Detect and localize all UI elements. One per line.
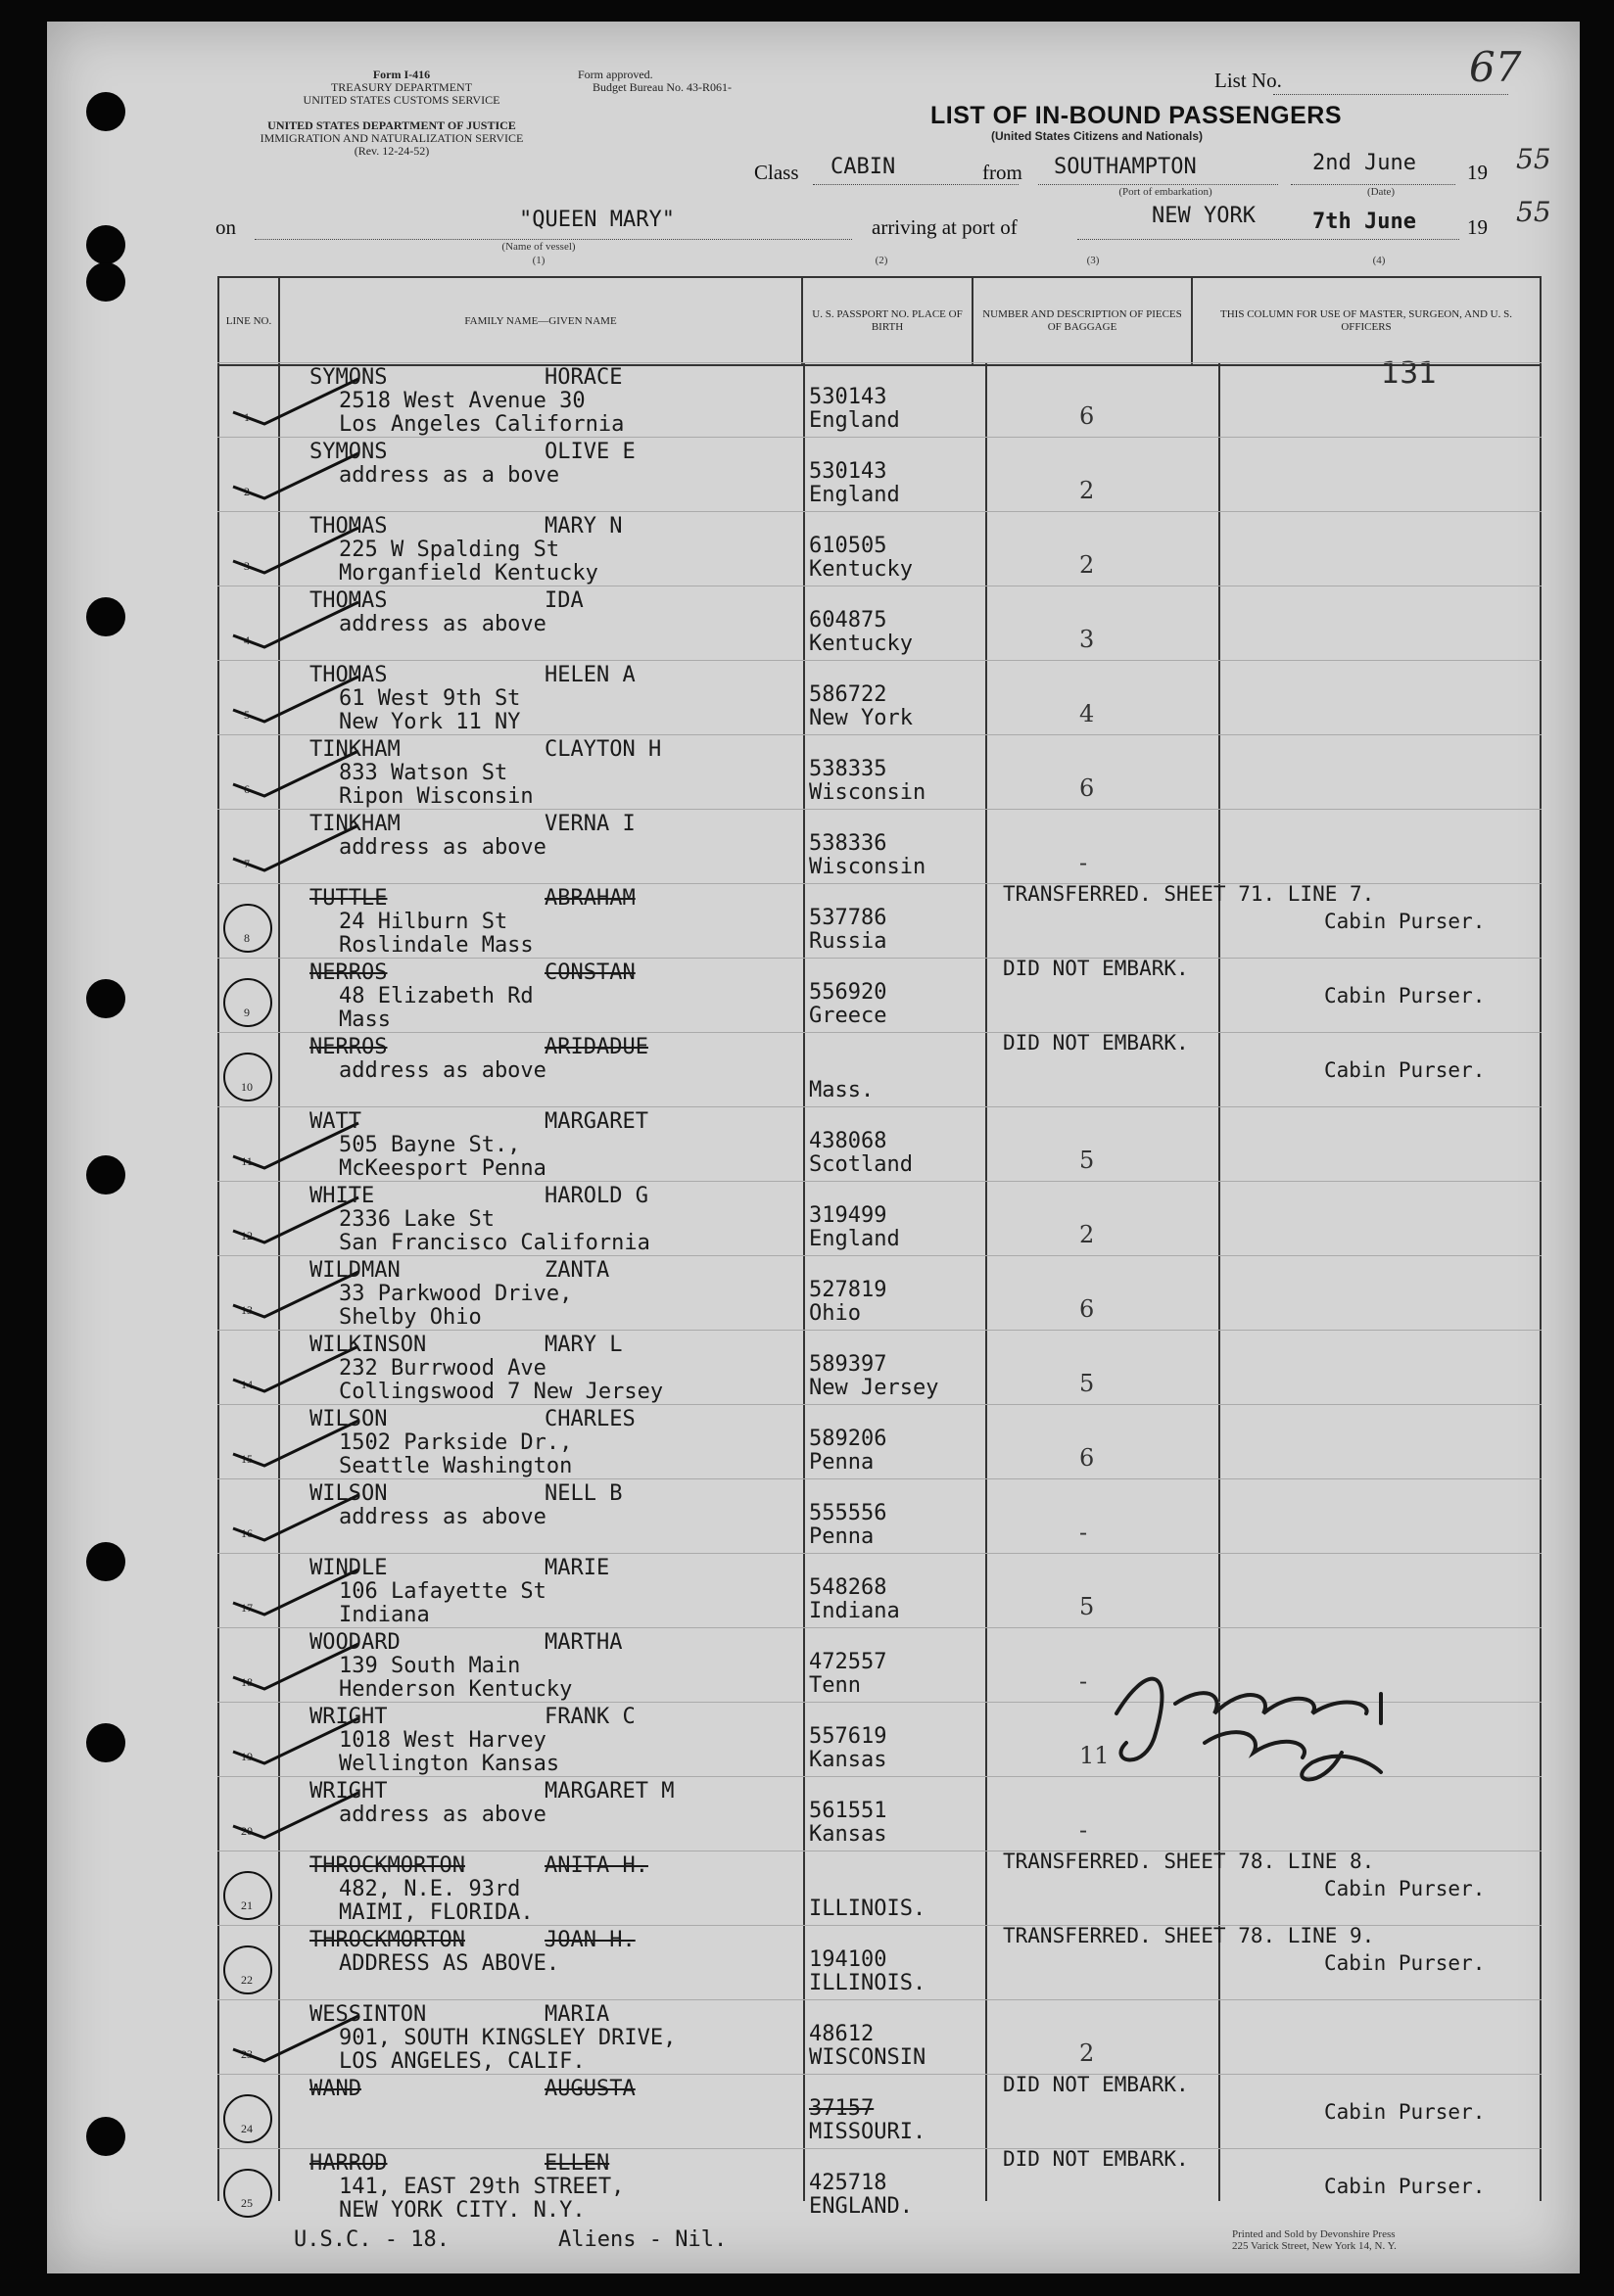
list-no-label: List No. <box>1214 69 1282 92</box>
col3-caption: (3) <box>1086 255 1100 266</box>
officer-signature <box>1087 1655 1498 1802</box>
place-of-birth: Greece <box>809 1004 887 1028</box>
given-name: ANITA H. <box>545 1853 648 1878</box>
line-circle-mark <box>223 1945 272 1994</box>
dept-ins: IMMIGRATION AND NATURALIZATION SERVICE <box>260 131 524 145</box>
family-name: THROCKMORTON <box>309 1928 465 1952</box>
table-row <box>217 2148 1542 2224</box>
address-line-1: 225 W Spalding St <box>339 538 560 562</box>
given-name: CHARLES <box>545 1407 636 1431</box>
given-name: ARIDADUE <box>545 1035 648 1059</box>
table-row <box>217 883 1542 959</box>
line-number: 7 <box>244 857 250 870</box>
line-number: 3 <box>244 559 250 573</box>
place-of-birth: ILLINOIS. <box>809 1897 926 1921</box>
line-number: 12 <box>241 1229 253 1242</box>
form-approved: Form approved. <box>578 68 653 81</box>
year-prefix: 19 <box>1467 161 1488 184</box>
passport-number: 530143 <box>809 385 887 409</box>
address-line-2: San Francisco California <box>339 1231 650 1255</box>
family-name: WINDLE <box>309 1556 388 1580</box>
arrival-year: 55 <box>1516 196 1551 228</box>
family-name: NERROS <box>309 961 388 985</box>
address-line-1: 33 Parkwood Drive, <box>339 1282 573 1306</box>
form-number: Form I-416 <box>372 68 431 81</box>
family-name: WILSON <box>309 1481 388 1506</box>
given-name: MARIA <box>545 2002 610 2027</box>
passport-number: 548268 <box>809 1575 887 1600</box>
address-line-2: NEW YORK CITY. N.Y. <box>339 2198 586 2223</box>
passport-number: 425718 <box>809 2171 887 2195</box>
table-row <box>217 1999 1542 2075</box>
aliens-note: Aliens - Nil. <box>558 2227 728 2252</box>
passport-number: 537786 <box>809 906 887 930</box>
page-title: LIST OF IN-BOUND PASSENGERS <box>930 102 1343 129</box>
address-line-1: 482, N.E. 93rd <box>339 1877 521 1901</box>
col-baggage: NUMBER AND DESCRIPTION OF PIECES OF BAGGAGE <box>973 277 1192 365</box>
passport-number: 586722 <box>809 682 887 707</box>
table-row <box>217 1106 1542 1182</box>
passport-number: 555556 <box>809 1501 887 1525</box>
baggage-count: 2 <box>1079 1221 1095 1248</box>
baggage-count: - <box>1079 849 1088 876</box>
line-number: 19 <box>241 1750 253 1763</box>
family-name: HARROD <box>309 2151 388 2176</box>
address-line-2: MAIMI, FLORIDA. <box>339 1900 534 1925</box>
table-row <box>217 958 1542 1033</box>
line-number: 18 <box>241 1675 253 1689</box>
passport-number: 319499 <box>809 1203 887 1228</box>
family-name: WRIGHT <box>309 1705 388 1729</box>
status-note: DID NOT EMBARK. <box>1003 2147 1189 2171</box>
line-number: 17 <box>241 1601 253 1615</box>
line-number: 2 <box>244 485 250 498</box>
baggage-count: 2 <box>1079 551 1095 579</box>
place-of-birth: ENGLAND. <box>809 2194 913 2219</box>
arriving-label: arriving at port of <box>872 215 1018 239</box>
address-line-1: 505 Bayne St., <box>339 1133 521 1157</box>
line-number: 11 <box>241 1154 253 1168</box>
place-of-birth: Penna <box>809 1450 875 1475</box>
given-name: MARTHA <box>545 1630 623 1655</box>
given-name: ABRAHAM <box>545 886 636 911</box>
address-line-1: address as above <box>339 1803 546 1827</box>
place-of-birth: Indiana <box>809 1599 900 1623</box>
given-name: ELLEN <box>545 2151 610 2176</box>
address-line-1: 106 Lafayette St <box>339 1579 546 1604</box>
given-name: FRANK C <box>545 1705 636 1729</box>
col-passport: U. S. PASSPORT NO. PLACE OF BIRTH <box>802 277 973 365</box>
passport-number: 589397 <box>809 1352 887 1377</box>
family-name: THOMAS <box>309 588 388 613</box>
address-line-1: 139 South Main <box>339 1654 521 1678</box>
family-name: TUTTLE <box>309 886 388 911</box>
address-line-2: Seattle Washington <box>339 1454 573 1478</box>
passport-number: 610505 <box>809 534 887 558</box>
list-no-line <box>1273 94 1508 95</box>
given-name: JOAN H. <box>545 1928 636 1952</box>
given-name: OLIVE E <box>545 440 636 464</box>
address-line-2: Roslindale Mass <box>339 933 534 958</box>
line-number: 4 <box>244 633 250 647</box>
list-number: 67 <box>1469 43 1522 91</box>
line-circle-mark <box>223 1053 272 1101</box>
address-line-1: 24 Hilburn St <box>339 910 508 934</box>
dept-justice: UNITED STATES DEPARTMENT OF JUSTICE <box>267 118 516 132</box>
line-number: 10 <box>241 1080 253 1094</box>
revision: (Rev. 12-24-52) <box>354 144 430 158</box>
place-of-birth: Wisconsin <box>809 855 926 879</box>
passport-number: 604875 <box>809 608 887 633</box>
col2-caption: (2) <box>875 255 888 266</box>
col-officers: THIS COLUMN FOR USE OF MASTER, SURGEON, AND U. S. OFFICERS <box>1192 277 1541 365</box>
table-row <box>217 809 1542 884</box>
address-line-1: 901, SOUTH KINGSLEY DRIVE, <box>339 2026 677 2050</box>
purser-note: Cabin Purser. <box>1324 1058 1486 1082</box>
address-line-1: ADDRESS AS ABOVE. <box>339 1951 560 1976</box>
given-name: ZANTA <box>545 1258 610 1283</box>
place-of-birth: MISSOURI. <box>809 2120 926 2144</box>
port-of-embarkation: SOUTHAMPTON <box>1054 155 1197 179</box>
address-line-1: address as above <box>339 835 546 860</box>
family-name: TINKHAM <box>309 737 401 762</box>
status-note: DID NOT EMBARK. <box>1003 957 1189 980</box>
line-number: 16 <box>241 1526 253 1540</box>
place-of-birth: Tenn <box>809 1673 861 1698</box>
place-of-birth: Kentucky <box>809 557 913 582</box>
family-name: SYMONS <box>309 365 388 390</box>
officer-count: 131 <box>1381 356 1438 391</box>
baggage-count: 4 <box>1079 700 1095 727</box>
table-row <box>217 1330 1542 1405</box>
place-of-birth: WISCONSIN <box>809 2045 926 2070</box>
line-number: 1 <box>244 410 250 424</box>
place-of-birth: New York <box>809 706 913 730</box>
address-line-1: 2518 West Avenue 30 <box>339 389 586 413</box>
address-line-1: 1018 West Harvey <box>339 1728 546 1753</box>
baggage-count: - <box>1079 1519 1088 1546</box>
binder-hole <box>86 597 125 636</box>
class-label: Class <box>754 161 799 184</box>
line-number: 24 <box>241 2122 253 2135</box>
place-of-birth: England <box>809 1227 900 1251</box>
address-line-2: LOS ANGELES, CALIF. <box>339 2049 586 2074</box>
dept-customs: UNITED STATES CUSTOMS SERVICE <box>303 93 500 107</box>
table-row <box>217 362 1542 438</box>
passport-number: 438068 <box>809 1129 887 1153</box>
place-of-birth: Kansas <box>809 1822 887 1847</box>
purser-note: Cabin Purser. <box>1324 1951 1486 1975</box>
address-line-1: address as above <box>339 1505 546 1529</box>
line-circle-mark <box>223 904 272 953</box>
address-line-1: 833 Watson St <box>339 761 508 785</box>
baggage-count: 5 <box>1079 1593 1095 1620</box>
family-name: WOODARD <box>309 1630 401 1655</box>
address-line-1: 48 Elizabeth Rd <box>339 984 534 1008</box>
table-row <box>217 2074 1542 2149</box>
table-row <box>217 1851 1542 1926</box>
family-name: WILSON <box>309 1407 388 1431</box>
line-circle-mark <box>223 1871 272 1920</box>
family-name: WRIGHT <box>309 1779 388 1804</box>
table-row <box>217 511 1542 586</box>
baggage-count: 6 <box>1079 402 1095 430</box>
family-name: THOMAS <box>309 514 388 539</box>
table-row <box>217 1553 1542 1628</box>
address-line-2: Ripon Wisconsin <box>339 784 534 809</box>
purser-note: Cabin Purser. <box>1324 1877 1486 1900</box>
date-caption: (Date) <box>1366 186 1396 198</box>
vessel-name: "QUEEN MARY" <box>519 208 675 232</box>
line-number: 14 <box>241 1378 253 1391</box>
manifest-table-header <box>217 276 1542 366</box>
place-of-birth: England <box>809 408 900 433</box>
arrive-year-prefix: 19 <box>1467 215 1488 239</box>
family-name: NERROS <box>309 1035 388 1059</box>
passport-number: 472557 <box>809 1650 887 1674</box>
baggage-count: 6 <box>1079 774 1095 802</box>
usc-note: U.S.C. - 18. <box>294 2227 450 2252</box>
status-note: TRANSFERRED. SHEET 78. LINE 8. <box>1003 1850 1375 1873</box>
line-number: 25 <box>241 2196 253 2210</box>
page-subtitle: (United States Citizens and Nationals) <box>991 129 1204 143</box>
purser-note: Cabin Purser. <box>1324 910 1486 933</box>
passport-number: 527819 <box>809 1278 887 1302</box>
baggage-count: 2 <box>1079 2039 1095 2067</box>
line-circle-mark <box>223 2094 272 2143</box>
class-value: CABIN <box>831 155 896 179</box>
family-name: SYMONS <box>309 440 388 464</box>
line-number: 21 <box>241 1898 253 1912</box>
arrive-line <box>1077 239 1459 240</box>
vessel-line <box>255 239 852 240</box>
printer-note-2: 225 Varick Street, New York 14, N. Y. <box>1232 2240 1397 2252</box>
table-row <box>217 1255 1542 1331</box>
baggage-count: 6 <box>1079 1444 1095 1472</box>
date-line <box>1291 184 1455 185</box>
baggage-count: 5 <box>1079 1370 1095 1397</box>
line-circle-mark <box>223 978 272 1027</box>
baggage-count: - <box>1079 1816 1088 1844</box>
family-name: WESSINTON <box>309 2002 427 2027</box>
printer-note-1: Printed and Sold by Devonshire Press <box>1232 2228 1396 2240</box>
passport-number: 538335 <box>809 757 887 781</box>
baggage-count: 6 <box>1079 1295 1095 1323</box>
vessel-caption: (Name of vessel) <box>501 241 576 253</box>
table-row <box>217 1404 1542 1479</box>
given-name: CLAYTON H <box>545 737 662 762</box>
status-note: TRANSFERRED. SHEET 78. LINE 9. <box>1003 1924 1375 1947</box>
address-line-1: 141, EAST 29th STREET, <box>339 2175 625 2199</box>
status-note: DID NOT EMBARK. <box>1003 1031 1189 1054</box>
given-name: IDA <box>545 588 584 613</box>
binder-hole <box>86 225 125 264</box>
status-note: TRANSFERRED. SHEET 71. LINE 7. <box>1003 882 1375 906</box>
table-row <box>217 1032 1542 1107</box>
col-line-no: LINE NO. <box>218 277 279 365</box>
address-line-1: 232 Burrwood Ave <box>339 1356 546 1381</box>
passport-number: 556920 <box>809 980 887 1005</box>
table-row <box>217 437 1542 512</box>
purser-note: Cabin Purser. <box>1324 2100 1486 2124</box>
place-of-birth: Scotland <box>809 1152 913 1177</box>
passport-number: 538336 <box>809 831 887 856</box>
baggage-count: 2 <box>1079 477 1095 504</box>
status-note: DID NOT EMBARK. <box>1003 2073 1189 2096</box>
line-number: 8 <box>244 931 250 945</box>
address-line-1: 2336 Lake St <box>339 1207 495 1232</box>
binder-hole <box>86 262 125 302</box>
purser-note: Cabin Purser. <box>1324 984 1486 1007</box>
line-number: 20 <box>241 1824 253 1838</box>
address-line-2: Los Angeles California <box>339 412 625 437</box>
binder-hole <box>86 92 125 131</box>
binder-hole <box>86 1542 125 1581</box>
given-name: VERNA I <box>545 812 636 836</box>
given-name: HELEN A <box>545 663 636 687</box>
baggage-count: 5 <box>1079 1147 1095 1174</box>
embark-date: 2nd June <box>1312 151 1416 175</box>
address-line-2: Wellington Kansas <box>339 1752 560 1776</box>
given-name: NELL B <box>545 1481 623 1506</box>
line-circle-mark <box>223 2169 272 2218</box>
passport-number: 48612 <box>809 2022 875 2046</box>
from-line <box>1038 184 1278 185</box>
address-line-2: Mass <box>339 1007 391 1032</box>
address-line-2: Shelby Ohio <box>339 1305 482 1330</box>
passport-number: 194100 <box>809 1947 887 1972</box>
purser-note: Cabin Purser. <box>1324 2175 1486 2198</box>
given-name: MARGARET M <box>545 1779 675 1804</box>
address-line-1: address as above <box>339 1058 546 1083</box>
given-name: HAROLD G <box>545 1184 648 1208</box>
table-row <box>217 586 1542 661</box>
address-line-1: 61 West 9th St <box>339 686 521 711</box>
table-row <box>217 1925 1542 2000</box>
place-of-birth: Mass. <box>809 1078 875 1102</box>
binder-hole <box>86 979 125 1018</box>
passport-number: 589206 <box>809 1427 887 1451</box>
given-name: MARY L <box>545 1333 623 1357</box>
given-name: MARIE <box>545 1556 610 1580</box>
family-name: THOMAS <box>309 663 388 687</box>
passport-number: 557619 <box>809 1724 887 1749</box>
address-line-1: 1502 Parkside Dr., <box>339 1430 573 1455</box>
place-of-birth: Kentucky <box>809 632 913 656</box>
binder-hole <box>86 1723 125 1762</box>
place-of-birth: New Jersey <box>809 1376 939 1400</box>
address-line-1: address as a bove <box>339 463 560 488</box>
table-row <box>217 660 1542 735</box>
baggage-count: 3 <box>1079 626 1095 653</box>
arrival-date: 7th June <box>1312 210 1416 234</box>
address-line-1: address as above <box>339 612 546 636</box>
dept-treasury: TREASURY DEPARTMENT <box>330 80 473 94</box>
family-name: TINKHAM <box>309 812 401 836</box>
family-name: WILDMAN <box>309 1258 401 1283</box>
given-name: MARGARET <box>545 1109 648 1134</box>
col4-caption: (4) <box>1372 255 1386 266</box>
embark-caption: (Port of embarkation) <box>1118 186 1212 198</box>
table-row <box>217 1478 1542 1554</box>
address-line-2: McKeesport Penna <box>339 1156 546 1181</box>
line-number: 15 <box>241 1452 253 1466</box>
embark-year: 55 <box>1516 143 1551 175</box>
line-number: 13 <box>241 1303 253 1317</box>
place-of-birth: Wisconsin <box>809 780 926 805</box>
baggage-count: - <box>1079 1667 1088 1695</box>
place-of-birth: England <box>809 483 900 507</box>
baggage-count: 11 <box>1079 1742 1110 1769</box>
passport-number: 530143 <box>809 459 887 484</box>
budget-bureau: Budget Bureau No. 43-R061- <box>593 80 732 94</box>
line-number: 23 <box>241 2047 253 2061</box>
address-line-2: Collingswood 7 New Jersey <box>339 1380 664 1404</box>
arrival-port: NEW YORK <box>1152 204 1256 228</box>
given-name: AUGUSTA <box>545 2077 636 2101</box>
passport-number: 561551 <box>809 1799 887 1823</box>
address-line-2: New York 11 NY <box>339 710 521 734</box>
place-of-birth: Penna <box>809 1524 875 1549</box>
address-line-2: Henderson Kentucky <box>339 1677 573 1702</box>
col-family-name: FAMILY NAME—GIVEN NAME <box>279 277 802 365</box>
line-number: 5 <box>244 708 250 722</box>
line-number: 9 <box>244 1006 250 1019</box>
line-number: 22 <box>241 1973 253 1987</box>
family-name: WAND <box>309 2077 361 2101</box>
from-label: from <box>982 161 1022 184</box>
on-label: on <box>215 215 236 239</box>
binder-hole <box>86 1155 125 1195</box>
passport-number: 37157 <box>809 2096 875 2121</box>
table-row <box>217 734 1542 810</box>
col1-caption: (1) <box>532 255 546 266</box>
family-name: WHITE <box>309 1184 375 1208</box>
family-name: THROCKMORTON <box>309 1853 465 1878</box>
given-name: CONSTAN <box>545 961 636 985</box>
binder-hole <box>86 2117 125 2156</box>
place-of-birth: Russia <box>809 929 887 954</box>
address-line-2: Morganfield Kentucky <box>339 561 598 586</box>
place-of-birth: Ohio <box>809 1301 861 1326</box>
place-of-birth: ILLINOIS. <box>809 1971 926 1995</box>
line-number: 6 <box>244 782 250 796</box>
given-name: MARY N <box>545 514 623 539</box>
family-name: WILKINSON <box>309 1333 427 1357</box>
address-line-2: Indiana <box>339 1603 430 1627</box>
place-of-birth: Kansas <box>809 1748 887 1772</box>
given-name: HORACE <box>545 365 623 390</box>
table-row <box>217 1181 1542 1256</box>
family-name: WATT <box>309 1109 361 1134</box>
